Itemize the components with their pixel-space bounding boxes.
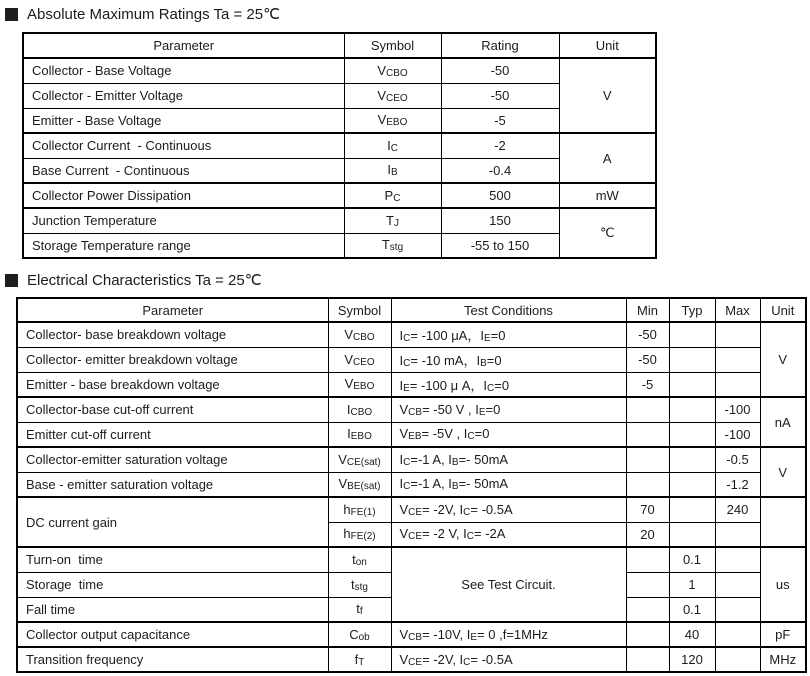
min-cell: [626, 597, 669, 622]
param-cell: Collector- emitter breakdown voltage: [17, 347, 328, 372]
unit-cell: [760, 497, 806, 547]
typ-cell: [669, 447, 715, 472]
symbol-cell: IB: [344, 158, 441, 183]
column-header-parameter: Parameter: [23, 33, 344, 58]
max-cell: [715, 572, 760, 597]
table-row: [17, 647, 806, 672]
condition-cell: VCE= -2 V, IC= -2A: [391, 522, 626, 547]
section-bullet-icon: [5, 8, 18, 21]
symbol-cell: IC: [344, 133, 441, 158]
symbol-cell: tstg: [328, 572, 391, 597]
max-cell: 240: [715, 497, 760, 522]
symbol-cell: IEBO: [328, 422, 391, 447]
table-row: [17, 547, 806, 572]
min-cell: 20: [626, 522, 669, 547]
table-row: [17, 472, 806, 497]
max-cell: [715, 522, 760, 547]
symbol-cell: ton: [328, 547, 391, 572]
column-header-rating: Rating: [441, 33, 559, 58]
rating-cell: -0.4: [441, 158, 559, 183]
symbol-cell: Cob: [328, 622, 391, 647]
min-cell: [626, 447, 669, 472]
typ-cell: [669, 322, 715, 347]
column-header-unit: Unit: [559, 33, 656, 58]
param-cell: Storage Temperature range: [23, 233, 344, 258]
typ-cell: 0.1: [669, 547, 715, 572]
min-cell: [626, 622, 669, 647]
max-cell: -0.5: [715, 447, 760, 472]
table-row: [17, 497, 806, 522]
condition-cell: IC=-1 A, IB=- 50mA: [391, 447, 626, 472]
param-cell: Collector - Base Voltage: [23, 58, 344, 83]
table-row: [17, 372, 806, 397]
param-cell: DC current gain: [17, 497, 328, 547]
min-cell: -5: [626, 372, 669, 397]
max-cell: [715, 347, 760, 372]
min-cell: [626, 547, 669, 572]
min-cell: [626, 647, 669, 672]
symbol-cell: hFE(1): [328, 497, 391, 522]
min-cell: [626, 572, 669, 597]
symbol-cell: VCBO: [344, 58, 441, 83]
max-cell: [715, 322, 760, 347]
param-cell: Collector output capacitance: [17, 622, 328, 647]
absolute-maximum-ratings-table: [22, 32, 657, 259]
max-cell: -100: [715, 422, 760, 447]
typ-cell: [669, 522, 715, 547]
condition-cell: VEB= -5V , IC=0: [391, 422, 626, 447]
symbol-cell: fT: [328, 647, 391, 672]
condition-cell: IC= -10 mA，IB=0: [391, 347, 626, 372]
param-cell: Collector-base cut-off current: [17, 397, 328, 422]
condition-cell: See Test Circuit.: [391, 547, 626, 622]
param-cell: Collector- base breakdown voltage: [17, 322, 328, 347]
typ-cell: [669, 472, 715, 497]
symbol-cell: VCBO: [328, 322, 391, 347]
typ-cell: [669, 347, 715, 372]
section-title-text: Electrical Characteristics Ta = 25℃: [27, 272, 262, 289]
unit-cell: mW: [559, 183, 656, 208]
rating-cell: -55 to 150: [441, 233, 559, 258]
section-title-text: Absolute Maximum Ratings Ta = 25℃: [27, 6, 280, 23]
param-cell: Collector Current - Continuous: [23, 133, 344, 158]
unit-cell: A: [559, 133, 656, 183]
rating-cell: -50: [441, 58, 559, 83]
symbol-cell: TJ: [344, 208, 441, 233]
param-cell: Transition frequency: [17, 647, 328, 672]
condition-cell: IE= -100 μ A，IC=0: [391, 372, 626, 397]
table-row: [17, 322, 806, 347]
table-row: [17, 347, 806, 372]
min-cell: -50: [626, 322, 669, 347]
typ-cell: [669, 497, 715, 522]
symbol-cell: VEBO: [328, 372, 391, 397]
column-header-unit: Unit: [760, 298, 806, 322]
typ-cell: 120: [669, 647, 715, 672]
symbol-cell: VBE(sat): [328, 472, 391, 497]
param-cell: Emitter - Base Voltage: [23, 108, 344, 133]
symbol-cell: ICBO: [328, 397, 391, 422]
rating-cell: -2: [441, 133, 559, 158]
symbol-cell: VCEO: [344, 83, 441, 108]
column-header-symbol: Symbol: [344, 33, 441, 58]
unit-cell: us: [760, 547, 806, 622]
unit-cell: MHz: [760, 647, 806, 672]
condition-cell: VCE= -2V, IC= -0.5A: [391, 497, 626, 522]
rating-cell: 150: [441, 208, 559, 233]
rating-cell: -50: [441, 83, 559, 108]
max-cell: [715, 622, 760, 647]
typ-cell: 0.1: [669, 597, 715, 622]
table-row: [23, 183, 656, 208]
section-title-absolute-maximum-ratings: [5, 5, 280, 23]
column-header-max: Max: [715, 298, 760, 322]
column-header-typ: Typ: [669, 298, 715, 322]
max-cell: [715, 547, 760, 572]
table-row: [23, 133, 656, 158]
param-cell: Emitter cut-off current: [17, 422, 328, 447]
condition-cell: VCB= -10V, IE= 0 ,f=1MHz: [391, 622, 626, 647]
table-row: [17, 447, 806, 472]
section-title-electrical-characteristics: [5, 271, 262, 289]
typ-cell: 1: [669, 572, 715, 597]
symbol-cell: PC: [344, 183, 441, 208]
param-cell: Turn-on time: [17, 547, 328, 572]
table-header-row: [23, 33, 656, 58]
param-cell: Collector-emitter saturation voltage: [17, 447, 328, 472]
symbol-cell: tf: [328, 597, 391, 622]
param-cell: Collector Power Dissipation: [23, 183, 344, 208]
min-cell: [626, 422, 669, 447]
param-cell: Base - emitter saturation voltage: [17, 472, 328, 497]
symbol-cell: VEBO: [344, 108, 441, 133]
min-cell: 70: [626, 497, 669, 522]
param-cell: Junction Temperature: [23, 208, 344, 233]
table-header-row: [17, 298, 806, 322]
column-header-test-conditions: Test Conditions: [391, 298, 626, 322]
symbol-cell: VCEO: [328, 347, 391, 372]
table-row: [23, 58, 656, 83]
condition-cell: IC=-1 A, IB=- 50mA: [391, 472, 626, 497]
typ-cell: 40: [669, 622, 715, 647]
max-cell: -100: [715, 397, 760, 422]
symbol-cell: VCE(sat): [328, 447, 391, 472]
unit-cell: V: [760, 447, 806, 497]
max-cell: -1.2: [715, 472, 760, 497]
electrical-characteristics-table: [16, 297, 807, 673]
param-cell: Storage time: [17, 572, 328, 597]
unit-cell: V: [559, 58, 656, 133]
symbol-cell: Tstg: [344, 233, 441, 258]
typ-cell: [669, 422, 715, 447]
unit-cell: nA: [760, 397, 806, 447]
unit-cell: ℃: [559, 208, 656, 258]
table-row: [17, 397, 806, 422]
condition-cell: VCB= -50 V , IE=0: [391, 397, 626, 422]
min-cell: [626, 397, 669, 422]
param-cell: Base Current - Continuous: [23, 158, 344, 183]
rating-cell: -5: [441, 108, 559, 133]
max-cell: [715, 597, 760, 622]
param-cell: Collector - Emitter Voltage: [23, 83, 344, 108]
table-row: [17, 422, 806, 447]
column-header-min: Min: [626, 298, 669, 322]
condition-cell: VCE= -2V, IC= -0.5A: [391, 647, 626, 672]
table-row: [17, 622, 806, 647]
param-cell: Emitter - base breakdown voltage: [17, 372, 328, 397]
max-cell: [715, 372, 760, 397]
unit-cell: pF: [760, 622, 806, 647]
min-cell: -50: [626, 347, 669, 372]
min-cell: [626, 472, 669, 497]
max-cell: [715, 647, 760, 672]
param-cell: Fall time: [17, 597, 328, 622]
rating-cell: 500: [441, 183, 559, 208]
section-bullet-icon: [5, 274, 18, 287]
table-row: [23, 208, 656, 233]
condition-cell: IC= -100 μA，IE=0: [391, 322, 626, 347]
column-header-parameter: Parameter: [17, 298, 328, 322]
typ-cell: [669, 372, 715, 397]
unit-cell: V: [760, 322, 806, 397]
column-header-symbol: Symbol: [328, 298, 391, 322]
symbol-cell: hFE(2): [328, 522, 391, 547]
typ-cell: [669, 397, 715, 422]
